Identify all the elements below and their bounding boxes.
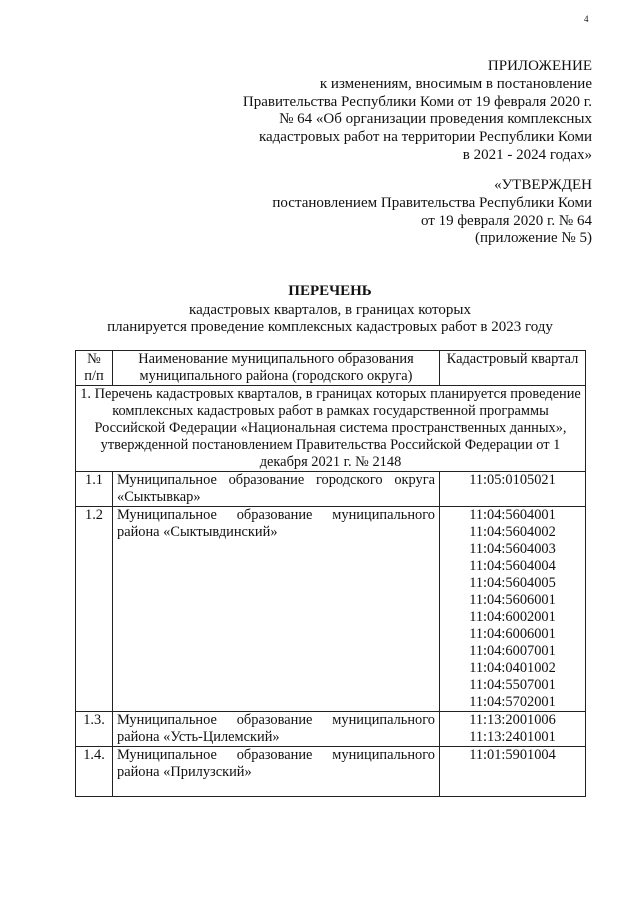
row-num: 1.4. — [76, 747, 113, 797]
approved-line: от 19 февраля 2020 г. № 64 — [420, 212, 592, 229]
cadastral-code: 11:04:5606001 — [469, 592, 556, 608]
header-num: № п/п — [76, 351, 113, 386]
title-main: ПЕРЕЧЕНЬ — [288, 283, 372, 299]
row-num: 1.3. — [76, 712, 113, 747]
cadastral-code: 11:13:2001006 — [469, 712, 556, 728]
cadastral-code: 11:04:0401002 — [469, 660, 556, 676]
appendix-line: в 2021 - 2024 годах» — [462, 146, 592, 163]
page-number: 4 — [584, 14, 589, 24]
row-name: Муниципальное образование муниципального района «Усть-Цилемский» — [113, 712, 440, 747]
row-name: Муниципальное образование муниципального района «Прилузский» — [113, 747, 440, 797]
appendix-header — [112, 58, 592, 165]
row-num: 1.1 — [76, 472, 113, 507]
approved-line: «УТВЕРЖДЕН — [494, 177, 592, 193]
table-row — [76, 507, 586, 712]
cadastral-code: 11:01:5901004 — [469, 747, 556, 763]
cadastral-code: 11:04:5507001 — [469, 677, 556, 693]
appendix-line: № 64 «Об организации проведения комплексных — [279, 111, 592, 128]
row-codes — [440, 747, 586, 797]
cadastral-code: 11:04:5604005 — [469, 575, 556, 591]
cadastral-code: 11:13:2401001 — [469, 729, 556, 745]
header-code: Кадастровый квартал — [440, 351, 586, 386]
cadastral-code: 11:05:0105021 — [469, 472, 556, 488]
cadastral-code: 11:04:5604003 — [469, 541, 556, 557]
appendix-line: к изменениям, вносимым в постановление — [319, 75, 592, 92]
cadastral-code: 11:04:5604002 — [469, 524, 556, 540]
cadastral-code: 11:04:5702001 — [469, 694, 556, 710]
approved-line: постановлением Правительства Республики Коми — [272, 194, 592, 211]
approved-header — [112, 177, 592, 248]
cadastral-code: 11:04:5604001 — [469, 507, 556, 523]
row-num: 1.2 — [76, 507, 113, 712]
title-subline: кадастровых кварталов, в границах которых — [189, 301, 471, 318]
row-codes — [440, 712, 586, 747]
document-title — [40, 283, 620, 337]
table-row — [76, 472, 586, 507]
table-header-row — [76, 351, 586, 386]
row-codes — [440, 472, 586, 507]
section-row — [76, 386, 586, 472]
cadastral-code: 11:04:6002001 — [469, 609, 556, 625]
row-codes — [440, 507, 586, 712]
row-name: Муниципальное образование городского округа «Сыктывкар» — [113, 472, 440, 507]
row-name: Муниципальное образование муниципального района «Сыктывдинский» — [113, 507, 440, 712]
header-name: Наименование муниципального образования муниципального района (городского округа) — [113, 351, 440, 386]
section-text: 1. Перечень кадастровых кварталов, в границах которых планируется проведение комплексных кадастровых работ в рамках государственной программы Российской Федерации «Национальная система пространственных данных», утвержденной постановлением Правительства Российской Федерации от 1 декабря 2021 г. № 2148 — [76, 386, 586, 472]
cadastral-code: 11:04:5604004 — [469, 558, 556, 574]
approved-line: (приложение № 5) — [474, 230, 592, 247]
title-subline: планируется проведение комплексных кадастровых работ в 2023 году — [107, 319, 553, 335]
appendix-line: Правительства Республики Коми от 19 февраля 2020 г. — [242, 93, 592, 110]
appendix-line: кадастровых работ на территории Республики Коми — [258, 129, 592, 146]
cadastral-code: 11:04:6007001 — [469, 643, 556, 659]
appendix-line: ПРИЛОЖЕНИЕ — [487, 58, 592, 74]
cadastral-code: 11:04:6006001 — [469, 626, 556, 642]
table-row — [76, 747, 586, 797]
cadastral-table — [75, 350, 586, 797]
table-row — [76, 712, 586, 747]
